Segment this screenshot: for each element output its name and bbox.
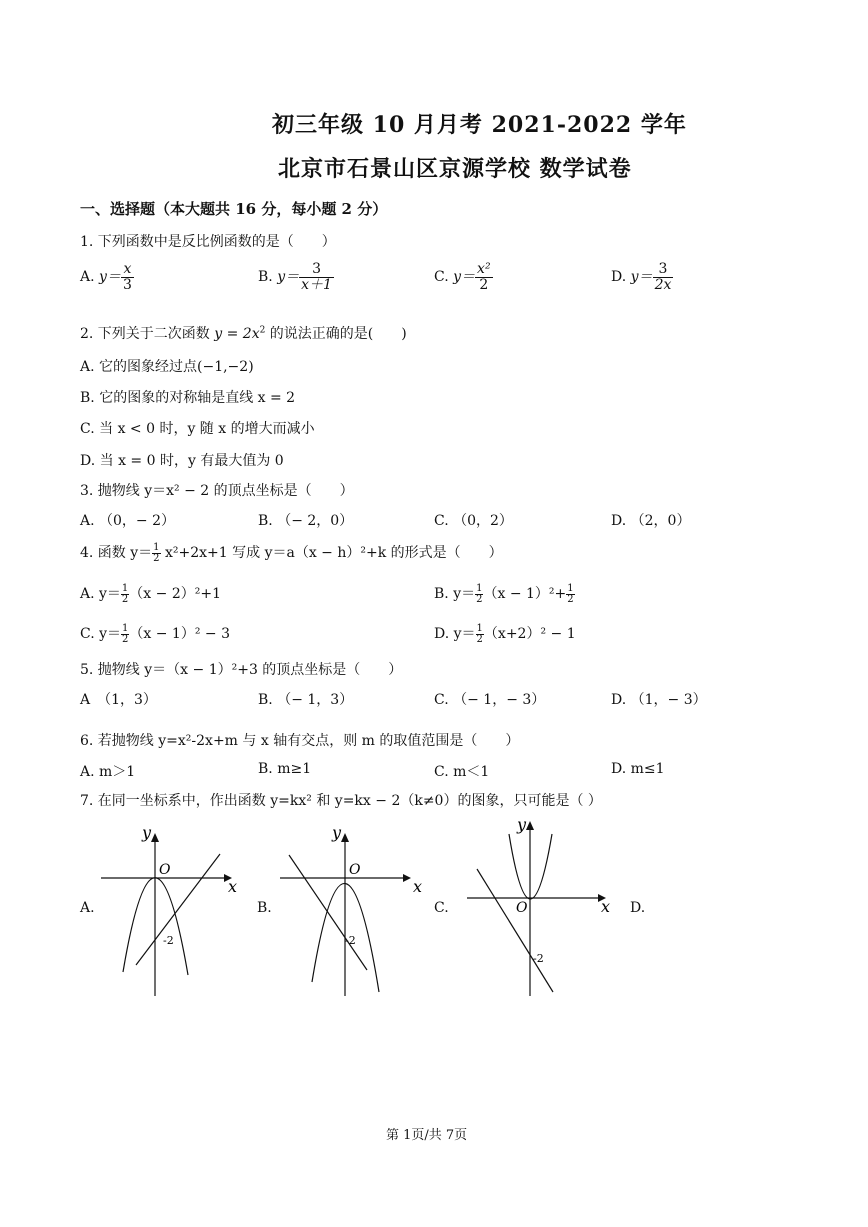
page-footer: 第 1页/共 7页 xyxy=(386,1128,468,1143)
q4-stem-a: 4. 函数 y＝ xyxy=(80,545,153,561)
y-axis-arrow-icon xyxy=(341,833,349,842)
q4-b-num2: 1 xyxy=(567,582,574,594)
y-axis-label: y xyxy=(332,823,342,842)
q4-b-pre: B. y＝ xyxy=(434,586,476,602)
q1-b-label: B. xyxy=(258,269,273,286)
q1-c-num: x² xyxy=(477,261,491,277)
q7-stem: 7. 在同一坐标系中，作出函数 y=kx² 和 y=kx − 2（k≠0）的图象，只可能是（ ） xyxy=(80,793,602,809)
q1-d-fraction xyxy=(653,262,674,292)
origin-label: O xyxy=(349,862,361,878)
q5-option-c: C. （− 1，− 3） xyxy=(434,692,546,708)
q4-a-pre: A. y＝ xyxy=(80,586,121,602)
q4-c-num: 1 xyxy=(122,622,129,634)
q4-option-b xyxy=(434,583,575,605)
q4-a-post: （x − 2）²+1 xyxy=(129,586,221,602)
exam-title-line1: 初三年级 10 月月考 2021-2022 学年 xyxy=(272,112,687,138)
q1-c-lhs: y＝ xyxy=(453,269,476,286)
q1-a-num: x xyxy=(121,262,134,278)
q7-label-d: D. xyxy=(630,900,646,916)
q4-stem xyxy=(80,542,503,564)
q7-label-b: B. xyxy=(257,900,272,916)
q2-stem-math: y = 2x xyxy=(214,326,260,342)
q4-stem-den: 2 xyxy=(153,552,160,564)
q4-a-num: 1 xyxy=(121,582,129,594)
q1-c-fraction xyxy=(475,262,493,292)
line xyxy=(477,869,553,992)
intercept-label: -2 xyxy=(163,934,174,947)
q4-a-den: 2 xyxy=(121,593,129,605)
origin-label: O xyxy=(516,900,528,916)
q1-d-num: 3 xyxy=(653,262,674,278)
q1-a-den: 3 xyxy=(122,276,132,293)
q4-stem-b: x²+2x+1 写成 y＝a（x − h）²+k 的形式是（ ） xyxy=(160,545,503,561)
q4-b-den: 2 xyxy=(476,593,483,605)
q4-c-pre: C. y＝ xyxy=(80,626,122,642)
q1-b-lhs: y＝ xyxy=(277,269,300,286)
q5-stem: 5. 抛物线 y＝（x − 1）²+3 的顶点坐标是（ ） xyxy=(80,662,403,678)
q1-option-b xyxy=(258,262,334,292)
x-axis-label: x xyxy=(413,877,423,896)
y-axis-label: y xyxy=(142,823,152,842)
q1-option-c xyxy=(434,262,493,292)
q4-stem-num: 1 xyxy=(153,541,160,553)
q6-option-b: B. m≥1 xyxy=(258,761,312,777)
q5-option-d: D. （1，− 3） xyxy=(611,692,707,708)
q4-option-a xyxy=(80,583,221,605)
q1-a-fraction xyxy=(121,262,134,292)
intercept-label: -2 xyxy=(533,952,544,965)
q6-option-a: A. m＞1 xyxy=(80,764,136,780)
q5-option-b: B. （− 1，3） xyxy=(258,692,354,708)
q4-option-c xyxy=(80,623,230,645)
q2-option-b: B. 它的图象的对称轴是直线 x = 2 xyxy=(80,390,296,406)
q4-c-den: 2 xyxy=(122,633,129,645)
q1-option-a xyxy=(80,262,134,292)
q7-graph-c xyxy=(465,814,625,1000)
q4-b-num: 1 xyxy=(476,582,483,594)
q3-option-c: C. （0，2） xyxy=(434,513,513,529)
q2-stem-sup: 2 xyxy=(259,325,266,336)
y-axis-label: y xyxy=(517,815,527,834)
q4-b-den2: 2 xyxy=(567,593,574,605)
q1-d-den: 2x xyxy=(654,276,672,293)
q7-graph-b xyxy=(275,820,425,1000)
q1-stem: 1. 下列函数中是反比例函数的是（ ） xyxy=(80,234,336,250)
q1-d-label: D. xyxy=(611,269,627,286)
q1-option-d xyxy=(611,262,673,292)
q1-c-den: 2 xyxy=(479,276,489,293)
q4-d-den: 2 xyxy=(476,633,483,645)
x-axis-arrow-icon xyxy=(403,874,411,882)
q2-option-c: C. 当 x < 0 时，y 随 x 的增大而减小 xyxy=(80,421,315,437)
intercept-label: -2 xyxy=(345,934,356,947)
q7-label-a: A. xyxy=(80,900,95,916)
q4-d-num: 1 xyxy=(476,622,483,634)
q3-option-b: B. （− 2，0） xyxy=(258,513,354,529)
x-axis-label: x xyxy=(601,897,611,916)
q3-option-a: A. （0，− 2） xyxy=(80,513,176,529)
q2-stem-a: 2. 下列关于二次函数 xyxy=(80,326,215,342)
x-axis-label: x xyxy=(228,877,238,896)
q1-b-den: x＋1 xyxy=(301,276,332,293)
q6-option-d: D. m≤1 xyxy=(611,761,665,777)
q2-option-a: A. 它的图象经过点(−1,−2) xyxy=(80,359,254,375)
q4-d-pre: D. y＝ xyxy=(434,626,476,642)
q7-label-c: C. xyxy=(434,900,449,916)
q6-option-c: C. m＜1 xyxy=(434,764,490,780)
q4-d-fraction xyxy=(476,624,484,645)
q4-c-post: （x − 1）² − 3 xyxy=(129,626,230,642)
q4-b-post: （x − 1）²+ xyxy=(483,586,567,602)
exam-title-line2: 北京市石景山区京源学校 数学试卷 xyxy=(278,156,632,182)
q2-stem-b: 的说法正确的是( ) xyxy=(265,326,407,342)
q7-graph-a xyxy=(96,820,246,1000)
q1-d-lhs: y＝ xyxy=(630,269,653,286)
q2-stem xyxy=(80,323,407,343)
y-axis-arrow-icon xyxy=(526,821,534,830)
q3-stem: 3. 抛物线 y＝x² − 2 的顶点坐标是（ ） xyxy=(80,483,354,499)
q1-a-label: A. xyxy=(80,269,95,286)
q2-option-d: D. 当 x = 0 时，y 有最大值为 0 xyxy=(80,453,284,469)
q1-a-lhs: y＝ xyxy=(99,269,121,286)
q4-d-post: （x+2）² − 1 xyxy=(483,626,576,642)
q1-b-fraction xyxy=(299,262,334,292)
y-axis-arrow-icon xyxy=(151,833,159,842)
q3-option-d: D. （2，0） xyxy=(611,513,691,529)
q6-stem: 6. 若抛物线 y=x²-2x+m 与 x 轴有交点，则 m 的取值范围是（ ） xyxy=(80,733,520,749)
q1-b-num: 3 xyxy=(299,262,334,278)
q4-b-fraction2 xyxy=(566,584,574,605)
origin-label: O xyxy=(159,862,171,878)
q1-c-label: C. xyxy=(434,269,449,286)
q4-option-d xyxy=(434,623,576,645)
line xyxy=(136,854,220,965)
q5-option-a: A （1，3） xyxy=(80,692,157,708)
section-heading: 一、选择题（本大题共 16 分，每小题 2 分） xyxy=(80,200,388,218)
q4-stem-fraction xyxy=(152,543,160,564)
